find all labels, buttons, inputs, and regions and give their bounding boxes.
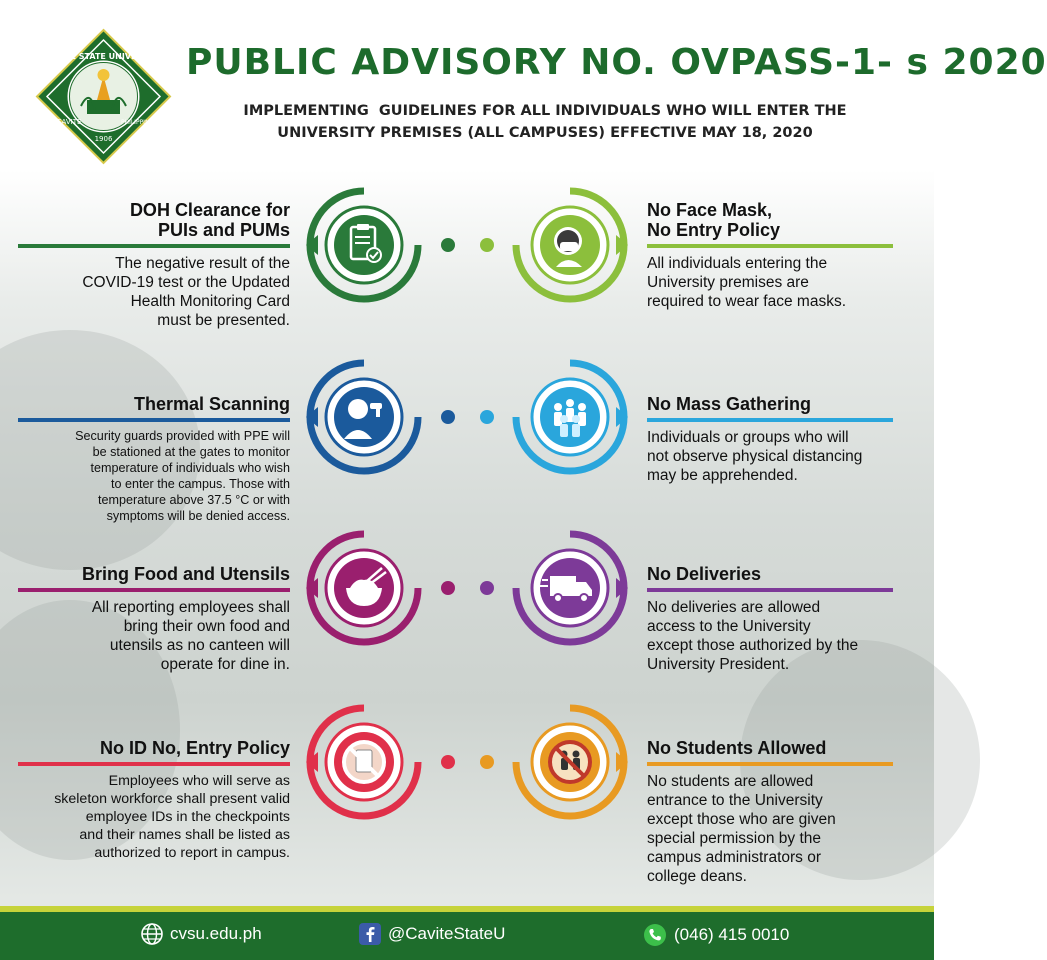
desc-line: utensils as no canteen will xyxy=(109,637,290,654)
guideline-title-line-2: PUIs and PUMs xyxy=(157,220,290,240)
guideline-description xyxy=(30,254,290,330)
guideline-description xyxy=(30,428,290,524)
desc-line: campus administrators or xyxy=(647,849,822,866)
guideline-title-line-2: No Entry Policy xyxy=(647,220,781,240)
logo-left-text: CAVITE xyxy=(56,118,82,126)
globe-icon xyxy=(140,922,164,946)
desc-line: be stationed at the gates to monitor xyxy=(92,445,290,459)
desc-line: Employees who will serve as xyxy=(108,773,290,789)
desc-line: University President. xyxy=(647,656,790,673)
subtitle-line-1: IMPLEMENTING GUIDELINES FOR ALL INDIVIDUALS WHO WILL ENTER THE xyxy=(243,103,847,119)
connector-dot xyxy=(480,410,494,424)
clipboard-check-icon xyxy=(304,185,424,305)
desc-line: may be apprehended. xyxy=(647,467,798,484)
guideline-title: No Mass Gathering xyxy=(647,394,812,414)
crowd-icon xyxy=(510,357,630,477)
guideline-divider xyxy=(647,244,893,248)
desc-line: skeleton workforce shall present valid xyxy=(54,791,290,807)
logo-top-text: CAVITE STATE UNIVERSITY xyxy=(44,52,163,61)
connector-dot xyxy=(441,410,455,424)
face-mask-icon xyxy=(510,185,630,305)
connector-dot xyxy=(480,238,494,252)
desc-line: Security guards provided with PPE will xyxy=(75,429,290,443)
guideline-title: No ID No, Entry Policy xyxy=(99,738,290,758)
guideline-divider xyxy=(647,418,893,422)
desc-line: and their names shall be listed as xyxy=(79,827,290,843)
footer-facebook[interactable] xyxy=(358,922,505,946)
guideline-title: Thermal Scanning xyxy=(133,394,290,414)
desc-line: The negative result of the xyxy=(115,255,290,272)
guideline-description xyxy=(30,772,290,862)
desc-line: Individuals or groups who will xyxy=(647,429,849,446)
guideline-description xyxy=(30,598,290,674)
desc-line: except those who are given xyxy=(647,811,836,828)
university-seal-logo xyxy=(35,28,172,165)
no-id-icon xyxy=(304,702,424,822)
desc-line: college deans. xyxy=(647,868,747,885)
guideline-divider xyxy=(18,418,290,422)
desc-line: not observe physical distancing xyxy=(647,448,863,465)
guideline-divider xyxy=(18,244,290,248)
no-students-icon xyxy=(510,702,630,822)
guideline-doh-clearance xyxy=(30,200,290,330)
desc-line: temperature of individuals who wish xyxy=(90,461,290,475)
desc-line: No students are allowed xyxy=(647,773,814,790)
subtitle-line-2: UNIVERSITY PREMISES (ALL CAMPUSES) EFFECTIVE MAY 18, 2020 xyxy=(277,125,813,141)
desc-line: entrance to the University xyxy=(647,792,823,809)
logo-year: 1906 xyxy=(94,135,113,143)
guideline-divider xyxy=(18,762,290,766)
connector-dot xyxy=(441,755,455,769)
footer-website[interactable] xyxy=(140,922,262,946)
thermal-scanner-icon xyxy=(304,357,424,477)
desc-line: All reporting employees shall xyxy=(91,599,290,616)
footer-accent-bar xyxy=(0,906,934,912)
guideline-title: No Students Allowed xyxy=(647,738,827,758)
guideline-description xyxy=(647,254,907,311)
guideline-description xyxy=(647,598,907,674)
guideline-no-id xyxy=(30,738,290,862)
guideline-description xyxy=(647,428,907,485)
facebook-text[interactable]: @CaviteStateU xyxy=(388,924,506,943)
desc-line: All individuals entering the xyxy=(647,255,828,272)
desc-line: bring their own food and xyxy=(123,618,290,635)
guideline-description xyxy=(647,772,907,886)
facebook-icon xyxy=(358,922,382,946)
footer-phone[interactable] xyxy=(642,922,789,948)
desc-line: symptoms will be denied access. xyxy=(106,509,290,523)
connector-dot xyxy=(441,238,455,252)
guideline-title-line-1: DOH Clearance for xyxy=(129,200,290,220)
guideline-title: Bring Food and Utensils xyxy=(81,564,290,584)
phone-icon xyxy=(642,922,668,948)
advisory-title: PUBLIC ADVISORY NO. OVPASS-1- s 2020 xyxy=(186,42,1047,83)
desc-line: required to wear face masks. xyxy=(647,293,847,310)
connector-dot xyxy=(441,581,455,595)
desc-line: University premises are xyxy=(647,274,809,291)
phone-text[interactable]: (046) 415 0010 xyxy=(674,925,790,944)
connector-dot xyxy=(480,755,494,769)
desc-line: special permission by the xyxy=(647,830,822,847)
guideline-title: No Deliveries xyxy=(647,564,762,584)
connector-dot xyxy=(480,581,494,595)
website-text[interactable]: cvsu.edu.ph xyxy=(170,924,262,943)
delivery-truck-icon xyxy=(510,528,630,648)
desc-line: to enter the campus. Those with xyxy=(111,477,290,491)
guideline-divider xyxy=(647,588,893,592)
desc-line: operate for dine in. xyxy=(160,656,290,673)
guideline-title-line-1: No Face Mask, xyxy=(647,200,773,220)
guideline-thermal-scanning xyxy=(30,394,290,524)
guideline-no-face-mask xyxy=(647,200,907,311)
desc-line: must be presented. xyxy=(157,312,290,329)
guideline-no-students xyxy=(647,738,907,886)
desc-line: access to the University xyxy=(647,618,811,635)
guideline-no-deliveries xyxy=(647,564,907,674)
guideline-divider xyxy=(647,762,893,766)
guideline-divider xyxy=(18,588,290,592)
guideline-no-mass-gathering xyxy=(647,394,907,485)
food-bowl-icon xyxy=(304,528,424,648)
logo-right-text: PHILIPPINES xyxy=(120,119,158,126)
advisory-subtitle xyxy=(190,100,900,144)
desc-line: authorized to report in campus. xyxy=(94,845,290,861)
guideline-bring-food xyxy=(30,564,290,674)
desc-line: employee IDs in the checkpoints xyxy=(85,809,290,825)
desc-line: temperature above 37.5 °C or with xyxy=(98,493,290,507)
desc-line: No deliveries are allowed xyxy=(647,599,821,616)
desc-line: Health Monitoring Card xyxy=(130,293,290,310)
desc-line: except those authorized by the xyxy=(647,637,859,654)
desc-line: COVID-19 test or the Updated xyxy=(82,274,290,291)
